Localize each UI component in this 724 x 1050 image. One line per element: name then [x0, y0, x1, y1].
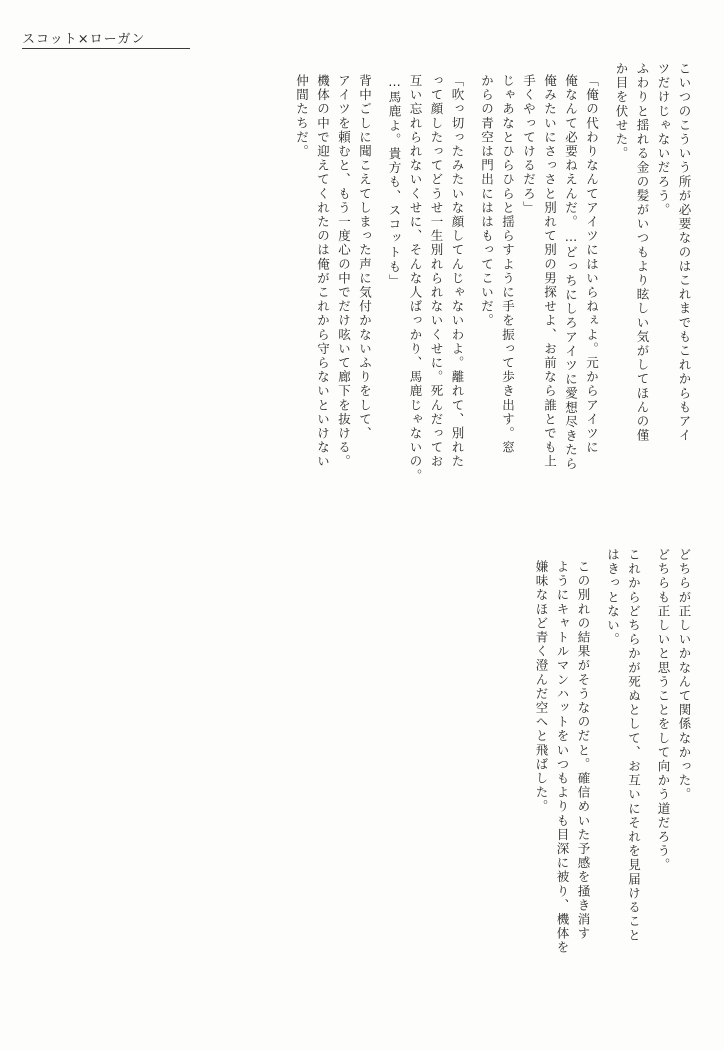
closing-text-block [526, 548, 690, 955]
text-column: ふわりと揺れる金の髪がいつもより眩しい気がしてほんの僅 [635, 62, 650, 443]
text-column: 背中ごしに聞こえてしまった声に気付かないふりをして、 [357, 74, 373, 441]
text-column: どちらも正しいと思うことをして向かう道だろう。 [656, 548, 671, 873]
text-column: はきっとない。 [605, 548, 621, 647]
text-column: …馬鹿よ。貴方も、スコットも」 [387, 74, 402, 288]
text-column: 「俺の代わりなんてアイツにはいらねぇよ。元からアイツに [584, 74, 600, 455]
text-column: からの青空は門出にははもってこいだ。 [479, 74, 495, 328]
text-column: これからどちらかが死ぬとして、お互いにそれを見届けること [626, 548, 642, 943]
text-column: ようにキャトルマンハットをいつもよりも目深に被り、機体を [555, 560, 570, 955]
text-column: 仲間たちだ。 [294, 74, 310, 159]
text-column: ツだけじゃないだろう。 [656, 62, 671, 218]
text-column: こいつのこういう所が必要なのはこれまでもこれからもアイ [677, 62, 692, 443]
text-column: か目を伏せた。 [614, 62, 629, 161]
text-column: どちらが正しいかなんて関係なかった。 [677, 548, 692, 802]
text-column: 機体の中で迎えてくれたのは俺がこれから守らないといけない [315, 74, 331, 469]
header-divider [22, 48, 190, 49]
text-column: 俺みたいにさっさと別れて別の男探せよ、お前なら誰とでも上 [542, 74, 558, 469]
text-column: じゃあなとひらひらと揺らすように手を振って歩き出す。窓 [500, 74, 516, 455]
text-column: って顔したってどうせ一生別れられないくせに。死んだってお [429, 74, 444, 469]
text-column: 嫌味なほど青く澄んだ空へと飛ばした。 [534, 560, 549, 814]
main-text-block [287, 62, 691, 483]
text-column: この別れの結果がそうなのだと。確信めいた予感を掻き消す [576, 560, 591, 941]
page-title: スコット×ローガン [22, 32, 146, 47]
text-column: 俺なんて必要ねえんだ。…どっちにしろアイツに愛想尽きたら [563, 74, 579, 472]
text-column: 「吹っ切ったみたいな顔してんじゃないわよ。離れて、別れた [450, 74, 465, 469]
text-column: アイツを頼むと、もう一度心の中でだけ呟いて廊下を抜ける。 [336, 74, 352, 469]
text-column: 互い忘れられないくせに、そんな人ばっかり、馬鹿じゃないの。 [408, 74, 423, 483]
page-header [22, 28, 192, 52]
text-column: 手くやってけるだろ」 [521, 74, 537, 215]
